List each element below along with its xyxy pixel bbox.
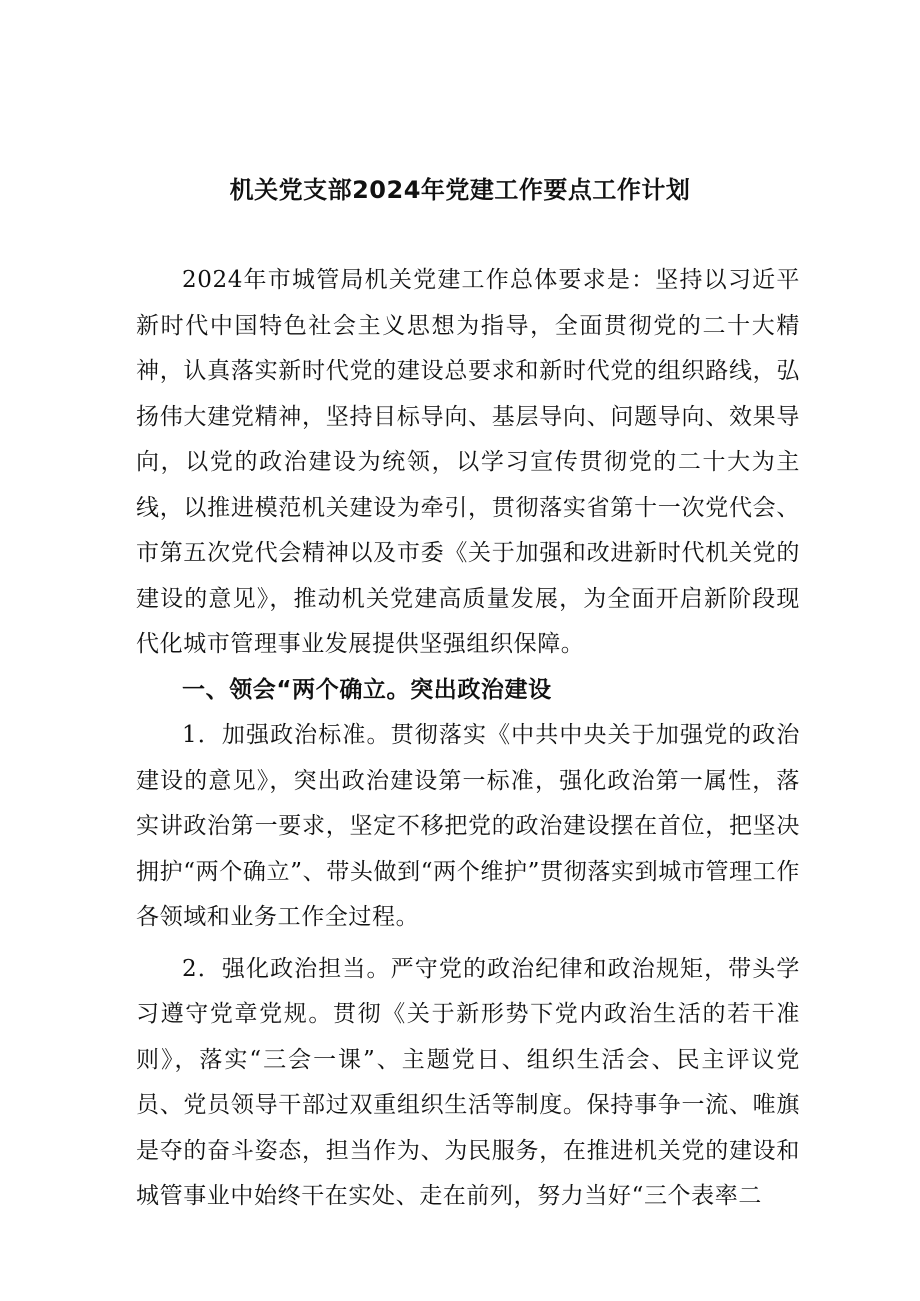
item-paragraph-1: 1．加强政治标准。贯彻落实《中共中央关于加强党的政治建设的意见》，突出政治建设第一标准，强化政治第一属性，落实讲政治第一要求，坚定不移把党的政治建设摆在首位，把坚决拥护“两个确立”、带头做到“两个维护”贯彻落实到城市管理工作各领域和业务工作全过程。: [136, 722, 800, 930]
document-title: 机关党支部2024年党建工作要点工作计划: [229, 176, 691, 204]
document-body: [136, 258, 800, 1220]
intro-paragraph: 2024年市城管局机关党建工作总体要求是：坚持以习近平新时代中国特色社会主义思想为指导，全面贯彻党的二十大精神，认真落实新时代党的建设总要求和新时代党的组织路线，弘扬伟大建党精神，坚持目标导向、基层导向、问题导向、效果导向，以党的政治建设为统领，以学习宣传贯彻党的二十大为主线，以推进模范机关建设为牵引，贯彻落实省第十一次党代会、市第五次党代会精神以及市委《关于加强和改进新时代机关党的建设的意见》，推动机关党建高质量发展，为全面开启新阶段现代化城市管理事业发展提供坚强组织保障。: [136, 267, 800, 657]
item-paragraph-2: 2．强化政治担当。严守党的政治纪律和政治规矩，带头学习遵守党章党规。贯彻《关于新形势下党内政治生活的若干准则》，落实“三会一课”、主题党日、组织生活会、民主评议党员、党员领导干部过双重组织生活等制度。保持事争一流、唯旗是夺的奋斗姿态，担当作为、为民服务，在推进机关党的建设和城管事业中始终干在实处、走在前列，努力当好“三个表率二: [136, 955, 800, 1209]
section-heading: 一、领会“两个确立。突出政治建设: [182, 676, 552, 703]
